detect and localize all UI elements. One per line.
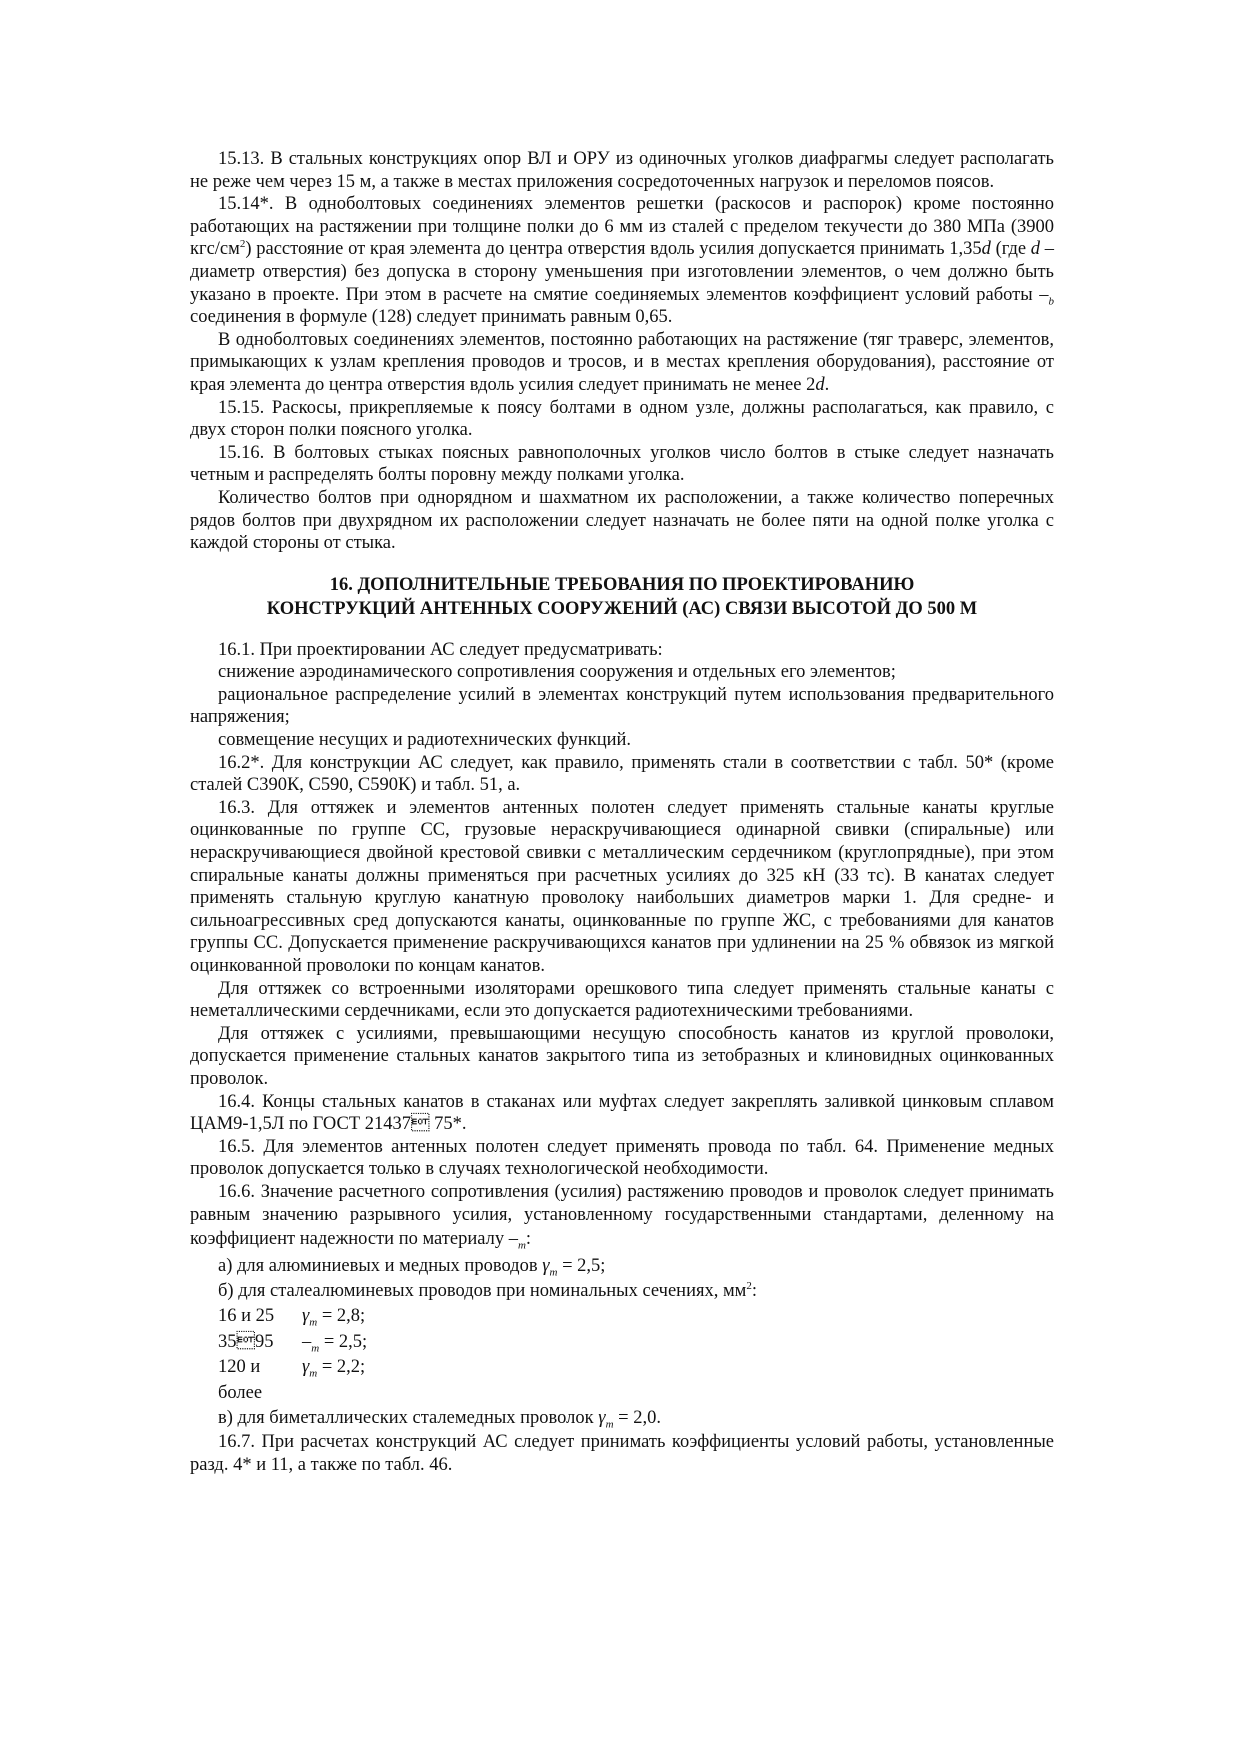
text: 15.14*. В одноболтовых соединениях элементов решетки (раскосов и распорок) кроме постоянно работающих на растяжении при толщине полки до 6 мм из сталей с пределом текучести до 380 МПа (3900 кгс/см <box>190 194 1054 260</box>
paragraph-item: совмещение несущих и радиотехнических функций. <box>218 730 632 751</box>
paragraph-16-5: 16.5. Для элементов антенных полотен следует применять провода по табл. 64. Применение медных проволок допускается только в случаях технологической необходимости. <box>190 1136 1054 1180</box>
variable-d: d <box>1030 239 1041 260</box>
subscript: m <box>309 1368 318 1381</box>
text: : <box>525 1228 532 1249</box>
coefficient-value: = 2,8; <box>317 1306 366 1327</box>
variable-d: d <box>981 239 991 260</box>
paragraph-15-13: 15.13. В стальных конструкциях опор ВЛ и ОРУ из одиночных уголков диафрагмы следует располагать не реже чем через 15 м, а также в местах приложения сосредоточенных нагрузок и переломов поясов. <box>190 149 1054 192</box>
coefficient-row <box>190 1330 1054 1356</box>
paragraph-item: снижение аэродинамического сопротивления сооружения и отдельных его элементов; <box>218 662 896 683</box>
coefficient-row <box>190 1355 1054 1406</box>
paragraph-guys-insulators: Для оттяжек со встроенными изоляторами орешкового типа следует применять стальные канаты с неметаллическими сердечниками, если это допускается радиотехническими требованиями. <box>190 978 1054 1022</box>
subscript: m <box>311 1342 320 1355</box>
coefficient-value: = 2,5; <box>319 1331 368 1352</box>
text: ) расстояние от края элемента до центра отверстия вдоль усилия допускается принимать 1,35 <box>245 239 982 260</box>
gamma-symbol: – <box>508 1228 518 1249</box>
document-page <box>190 148 1054 1477</box>
gamma-symbol: γ <box>598 1408 606 1429</box>
subscript: m <box>605 1419 614 1432</box>
coefficient-row <box>190 1304 1054 1330</box>
variable-d: d <box>815 374 825 395</box>
text: : <box>751 1281 758 1302</box>
paragraph-bolt-count: Количество болтов при однорядном и шахматном их расположении, а также количество поперечных рядов болтов при двухрядном их расположении следует назначать не более пяти на одной полке уголка с каждой стороны от стыка. <box>190 487 1054 554</box>
text: а) для алюминиевых и медных проводов <box>218 1256 543 1277</box>
paragraph-16-7: 16.7. При расчетах конструкций АС следует принимать коэффициенты условий работы, установленные разд. 4* и 11, а также по табл. 46. <box>190 1432 1054 1476</box>
paragraph-16-3: 16.3. Для оттяжек и элементов антенных полотен следует применять стальные канаты круглые оцинкованные по группе СС, грузовые нераскручивающиеся одинарной свивки (спиральные) или нераскручивающиеся двойной крестовой свивки с металлическим сердечником (круглопрядные), при этом спиральные канаты должны применяться при расчетных усилиях до 325 кН (33 тс). В канатах следует применять стальную круглую канатную проволоку наибольших диаметров марки 1. Для средне- и сильноагрессивных сред допускаются канаты, оцинкованные по группе ЖС, с требованиями для канатов группы СС. Допускается применение раскручивающихся канатов при удлинении на 25 % обвязок из мягкой оцинкованной проволоки по концам канатов. <box>190 797 1054 976</box>
paragraph-guys-closed: Для оттяжек с усилиями, превышающими несущую способность канатов из круглой проволоки, допускается применение стальных канатов закрытого типа из зетобразных и клиновидных оцинкованных проволок. <box>190 1023 1054 1089</box>
coefficient-value: = 2,2; <box>317 1357 366 1378</box>
text: = 2,0. <box>613 1408 661 1429</box>
text: . <box>824 374 830 395</box>
list-item-c <box>190 1406 1054 1431</box>
subscript: b <box>1048 295 1054 308</box>
gamma-symbol: γ <box>542 1256 550 1277</box>
paragraph-15-14 <box>190 193 1054 329</box>
gamma-symbol: γ <box>302 1306 310 1327</box>
text: 16.6. Значение расчетного сопротивления (усилия) растяжению проводов и проволок следует принимать равным значению разрывного усилия, установленному государственными стандартами, деленному на коэффициент надежности по материалу <box>190 1181 1054 1249</box>
text: = 2,5; <box>557 1256 606 1277</box>
text: б) для сталеалюминевых проводов при номинальных сечениях, мм <box>218 1281 747 1302</box>
gamma-symbol: γ <box>302 1357 310 1378</box>
paragraph-16-6 <box>190 1181 1054 1252</box>
text: в) для биметаллических сталемедных проволок <box>218 1408 599 1429</box>
section-size: 120 и более <box>218 1357 263 1403</box>
heading-line: КОНСТРУКЦИЙ АНТЕННЫХ СООРУЖЕНИЙ (АС) СВЯЗИ ВЫСОТОЙ ДО 500 М <box>266 598 978 619</box>
paragraph-single-bolt <box>190 329 1054 397</box>
subscript: m <box>517 1239 526 1252</box>
text: соединения в формуле (128) следует принимать равным 0,65. <box>190 307 673 328</box>
text: В одноболтовых соединениях элементов, постоянно работающих на растяжение (тяг траверс, элементов, примыкающих к узлам крепления проводов и тросов, и в местах крепления оборудования), расстояние от края элемента до центра отверстия вдоль усилия следует принимать не менее 2 <box>190 329 1054 395</box>
superscript: 2 <box>239 238 246 251</box>
text: – диаметр отверстия) без допуска в сторону уменьшения при изготовлении элементов, о чем должно быть указано в проекте. При этом в расчете на смятие соединяемых элементов коэффициент условий работы <box>190 239 1055 305</box>
list-item-b <box>190 1279 1054 1304</box>
heading-line: 16. ДОПОЛНИТЕЛЬНЫЕ ТРЕБОВАНИЯ ПО ПРОЕКТИРОВАНИЮ <box>329 574 915 595</box>
list-item-a <box>190 1254 1054 1279</box>
superscript: 2 <box>746 1280 752 1293</box>
subscript: m <box>309 1317 318 1330</box>
section-size: 3595 <box>218 1331 274 1352</box>
paragraph-15-15: 15.15. Раскосы, прикрепляемые к поясу болтами в одном узле, должны располагаться, как правило, с двух сторон полки поясного уголка. <box>190 397 1054 441</box>
gamma-symbol: – <box>1039 284 1049 305</box>
gamma-symbol: – <box>302 1331 312 1352</box>
paragraph-item: рациональное распределение усилий в элементах конструкций путем использования предварительного напряжения; <box>190 684 1054 728</box>
paragraph-15-16: 15.16. В болтовых стыках поясных равнополочных уголков число болтов в стыке следует назначать четным и распределять болты поровну между полками уголка. <box>190 442 1054 486</box>
paragraph-16-2: 16.2*. Для конструкции АС следует, как правило, применять стали в соответствии с табл. 50* (кроме сталей С390К, С590, С590К) и табл. 51, а. <box>190 752 1054 796</box>
subscript: m <box>549 1267 558 1280</box>
section-size: 16 и 25 <box>218 1306 275 1327</box>
paragraph-16-4: 16.4. Концы стальных канатов в стаканах или муфтах следует закреплять заливкой цинковым сплавом ЦАМ9-1,5Л по ГОСТ 21437 75*. <box>190 1091 1054 1135</box>
text: (где <box>990 239 1031 260</box>
paragraph-16-1: 16.1. При проектировании АС следует предусматривать: <box>218 639 663 660</box>
section-heading-16 <box>190 573 1054 621</box>
